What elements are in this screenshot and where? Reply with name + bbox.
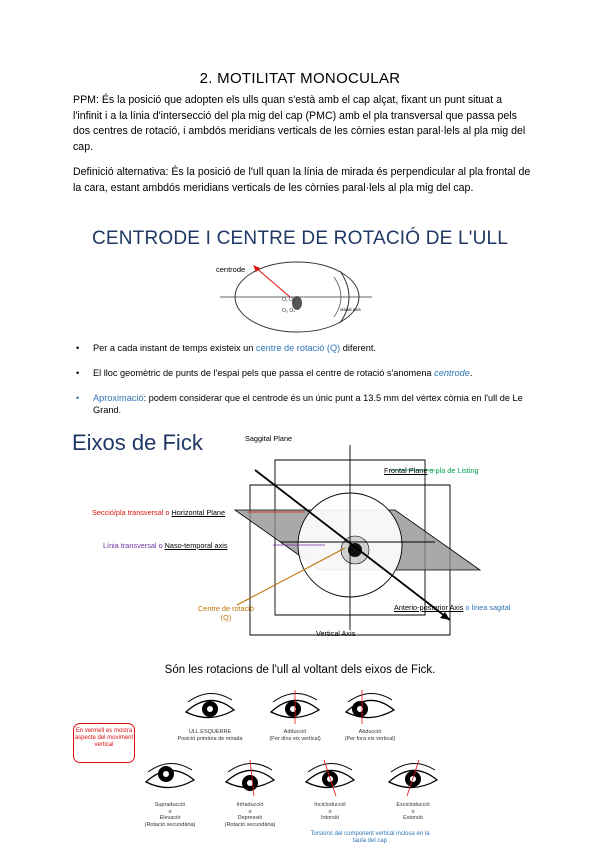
eye-incycloduction [300, 758, 360, 798]
vertical-axis-label: Vertical Axis [316, 629, 356, 638]
alternative-definition: Definició alternativa: És la posició de l'ull quan la línia de mirada és perpendicular al pla frontal de la cara, estant ambdós meridians verticals de les còrnies paral·lels al pla mig del cap. [73, 166, 531, 194]
torsion-note: Torsions del component vertical inclosa en la taula del cap [310, 831, 430, 844]
svg-text:O₃ O₄: O₃ O₄ [282, 308, 296, 314]
fick-slide-title: Eixos de Fick [72, 430, 203, 455]
eye-excycloduction-caption: Excicloducció o Extorsió [396, 802, 430, 821]
ap-axis-label: Anterio-posterior Axis o línea sagital [394, 603, 511, 612]
eye-abduction [340, 688, 400, 726]
centrode-slide-title: CENTRODE I CENTRE DE ROTACIÓ DE L'ULL [91, 228, 509, 249]
eye-primary [180, 688, 240, 726]
naso-temporal-label: Línia transversal o Naso-temporal axis [103, 541, 228, 550]
sagittal-plane-label: Saggital Plane [245, 434, 293, 443]
eye-infraduction-caption: Infraducció o Depressió (Rotació secundària) [224, 802, 276, 828]
eye-abduction-caption: Abducció (Per fora eix vertical) [344, 729, 396, 742]
visual-axis-label: visual axis [340, 307, 361, 312]
bullet-3: • Aproximació: podem considerar que el centrode és un únic punt a 13.5 mm del vèrtex còrnia en l'ull de Le Grand. [76, 393, 523, 415]
eye-supraduction [140, 758, 200, 798]
horizontal-plane-label: Secció/pla transversal o Horizontal Plane [92, 508, 226, 517]
eye-incycloduction-caption: Incicloducció o Intorsió [314, 802, 346, 821]
eye-excycloduction [383, 758, 443, 798]
eye-primary-caption: ULL ESQUERRE Posició primària de mirada [177, 729, 243, 742]
bullet-1: • Per a cada instant de temps existeix un centre de rotació (Q) diferent. [76, 343, 376, 353]
section-title: 2. MOTILITAT MONOCULAR [199, 70, 401, 87]
eye-infraduction [220, 758, 280, 798]
rotation-centre-label: Centre de rotació (Q) [198, 604, 254, 622]
centrode-bullets [76, 342, 536, 429]
eye-adduction-caption: Adducció (Per dins eix vertical) [269, 729, 321, 742]
red-note-box: En vermell es mostra aspecte del moviment vertical [73, 723, 135, 763]
frontal-plane-label: Frontal Plane o pla de Listing [384, 466, 479, 475]
ppm-paragraph: PPM: És la posició que adopten els ulls quan s'està amb el cap alçat, fixant un punt situat a l'infinit i a la línia d'intersecció del pla mig del cap (PMC) amb el pla transversal que passa pels dos centres de rotació, i ambdós meridians verticals de les còrnies estan paral·lels al pla mig del cap. [73, 94, 526, 153]
centrode-label: centrode [216, 265, 246, 274]
svg-text:O₁ O₂: O₁ O₂ [282, 297, 295, 303]
rotations-caption: Són les rotacions de l'ull al voltant dels eixos de Fick. [164, 664, 436, 676]
eye-adduction [265, 688, 325, 726]
centrode-arrow [255, 267, 290, 297]
bullet-2: • El lloc geomètric de punts de l'espai pels que passa el centre de rotació s'anomena centrode. [76, 368, 473, 378]
eye-supraduction-caption: Supraducció o Elevació (Rotació secundària) [144, 802, 196, 828]
